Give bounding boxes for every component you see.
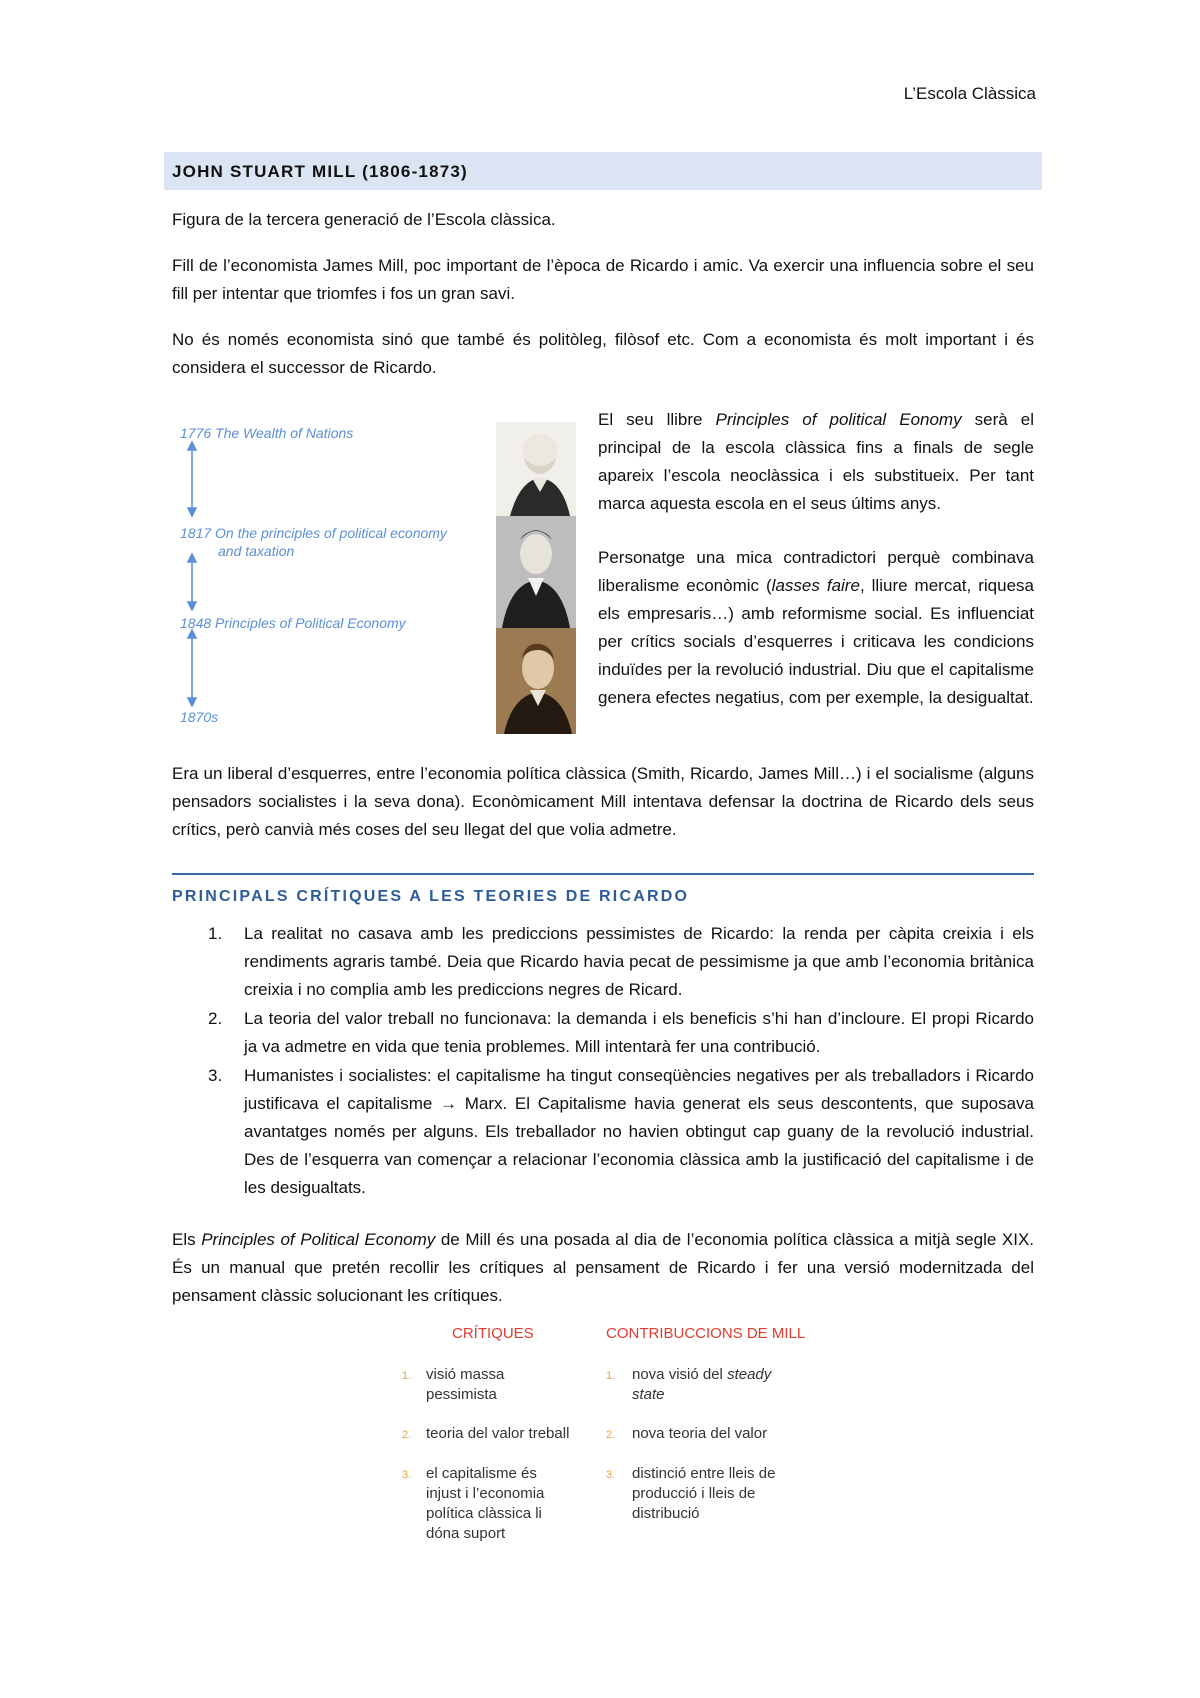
comparison-right-num-1: 1. [606, 1370, 616, 1382]
timeline-label-1870s: 1870s [180, 709, 219, 725]
timeline-label-1848: 1848 Principles of Political Economy [180, 615, 406, 631]
comparison-right-num-3: 3. [606, 1469, 616, 1481]
comparison-left-num-1: 1. [402, 1370, 412, 1382]
timeline-label-1817: 1817 On the principles of political economy [180, 525, 447, 541]
section2-heading: PRINCIPALS CRÍTIQUES A LES TEORIES DE RICARDO [172, 888, 690, 905]
paragraph-character-end: , lliure mercat, riquesa els empresaris…) amb reformisme social. Es influenciat per crítics socials d’esquerres i criticava les condicions induïdes per la revolució industrial. Diu que el capitalisme genera efectes negatius, com per exemple, la desigualtat. [598, 576, 1034, 707]
comparison-right-item-3: distinció entre lleis de producció i lleis de distribució [632, 1465, 776, 1522]
paragraph-2: Fill de l’economista James Mill, poc important de l’època de Ricardo i amic. Va exercir una influencia sobre el seu fill per intentar que triomfes i fos un gran savi. [172, 256, 1034, 303]
list-item-number: 3. [208, 1066, 223, 1085]
comparison-left-item-1: visió massa pessimista [426, 1366, 505, 1403]
book-title-italic: Principles of political Eonomy [715, 410, 962, 429]
timeline-label-1776: 1776 The Wealth of Nations [180, 425, 354, 441]
comparison-left-item-2: teoria del valor treball [426, 1425, 570, 1442]
portrait-adam-smith [496, 422, 576, 516]
list-item [172, 1005, 1034, 1061]
comparison-right-num-2: 2. [606, 1429, 616, 1441]
running-header: L’Escola Clàssica [903, 84, 1036, 103]
timeline-label-1817-cont: and taxation [218, 543, 295, 559]
paragraph-1: Figura de la tercera generació de l’Escola clàssica. [172, 210, 556, 229]
portrait-john-stuart-mill [496, 628, 576, 734]
paragraph-character-start: Personatge una mica contradictori perquè combinava liberalisme econòmic ( [598, 548, 1034, 595]
comparison-head-critiques: CRÍTIQUES [452, 1325, 534, 1342]
list-item-number: 2. [208, 1009, 223, 1028]
paragraph-book-start: El seu llibre [598, 410, 716, 429]
list-item-number: 1. [208, 924, 223, 943]
paragraph-book-end: serà el principal de la escola clàssica fins a finals de segle apareix l’escola neoclàssica i els substitueix. Per tant marca aquesta escola en el seus últims anys. [598, 410, 1034, 513]
portrait-david-ricardo [496, 516, 576, 628]
paragraph-liberal: Era un liberal d’esquerres, entre l’economia política clàssica (Smith, Ricardo, James Mill…) i el socialisme (alguns pensadors socialistes i la seva dona). Econòmicament Mill intentava defensar la doctrina de Ricardo dels seus crítics, però canvià més coses del seu llegat del que volia admetre. [172, 764, 1034, 839]
paragraph-3: No és només economista sinó que també és politòleg, filòsof etc. Com a economista és molt important i és considera el successor de Ricardo. [172, 330, 1034, 377]
list-item-text: La realitat no casava amb les prediccions pessimistes de Ricardo: la renda per càpita creixia i els rendiments agraris també. Deia que Ricardo havia pecat de pessimisme ja que amb l’economia britànica creixia i no complia amb les prediccions negres de Ricard. [244, 924, 1034, 999]
list-item-text: Humanistes i socialistes: el capitalisme ha tingut conseqüències negatives per als treballadors i Ricardo justificava el capitalisme → Marx. El Capitalisme havia generat els seus descontents, que suposava avantatges només per alguns. Els treballador no havien obtingut cap guany de la revolució industrial. Des de l’esquerra van començar a relacionar l’economia clàssica amb la justificació del capitalisme i de les desigualtats. [244, 1066, 1034, 1197]
list-item-text: La teoria del valor treball no funcionava: la demanda i els beneficis s’hi han d’incloure. El propi Ricardo ja va admetre en vida que tenia problemes. Mill intentarà fer una contribució. [244, 1009, 1034, 1056]
section-heading-bar [164, 152, 1042, 190]
paragraph-principles-end: de Mill és una posada al dia de l’economia política clàssica a mitjà segle XIX. És un manual que pretén recollir les crítiques al pensament de Ricardo i fer una versió modernitzada del pensament clàssic solucionant les crítiques. [172, 1230, 1035, 1305]
comparison-right-item-2: nova teoria del valor [632, 1425, 768, 1442]
comparison-right-item-1 [632, 1365, 802, 1405]
laissez-faire-italic: lasses faire [771, 576, 860, 595]
comparison-head-contributions: CONTRIBUCCIONS DE MILL [606, 1325, 806, 1342]
comparison-left-num-2: 2. [402, 1429, 412, 1441]
paragraph-book [598, 406, 1034, 518]
paragraph-character [598, 544, 1034, 712]
list-item [172, 1062, 1034, 1202]
principles-title-italic: Principles of Political Economy [201, 1230, 436, 1249]
timeline-arrows [180, 420, 500, 730]
list-item [172, 920, 1034, 1004]
timeline-figure [180, 420, 500, 730]
critiques-list [172, 920, 1034, 1203]
paragraph-principles [172, 1226, 1034, 1310]
comparison-left-num-3: 3. [402, 1469, 412, 1481]
steady-state-italic: steady state [632, 1366, 772, 1403]
paragraph-principles-start: Els [172, 1230, 202, 1249]
comparison-left-item-3: el capitalisme és injust i l’economia política clàssica li dóna suport [426, 1465, 545, 1542]
comparison-right-item-1-start: nova visió del [632, 1366, 728, 1383]
section-heading: JOHN STUART MILL (1806-1873) [172, 162, 468, 181]
section-rule [172, 873, 1034, 875]
